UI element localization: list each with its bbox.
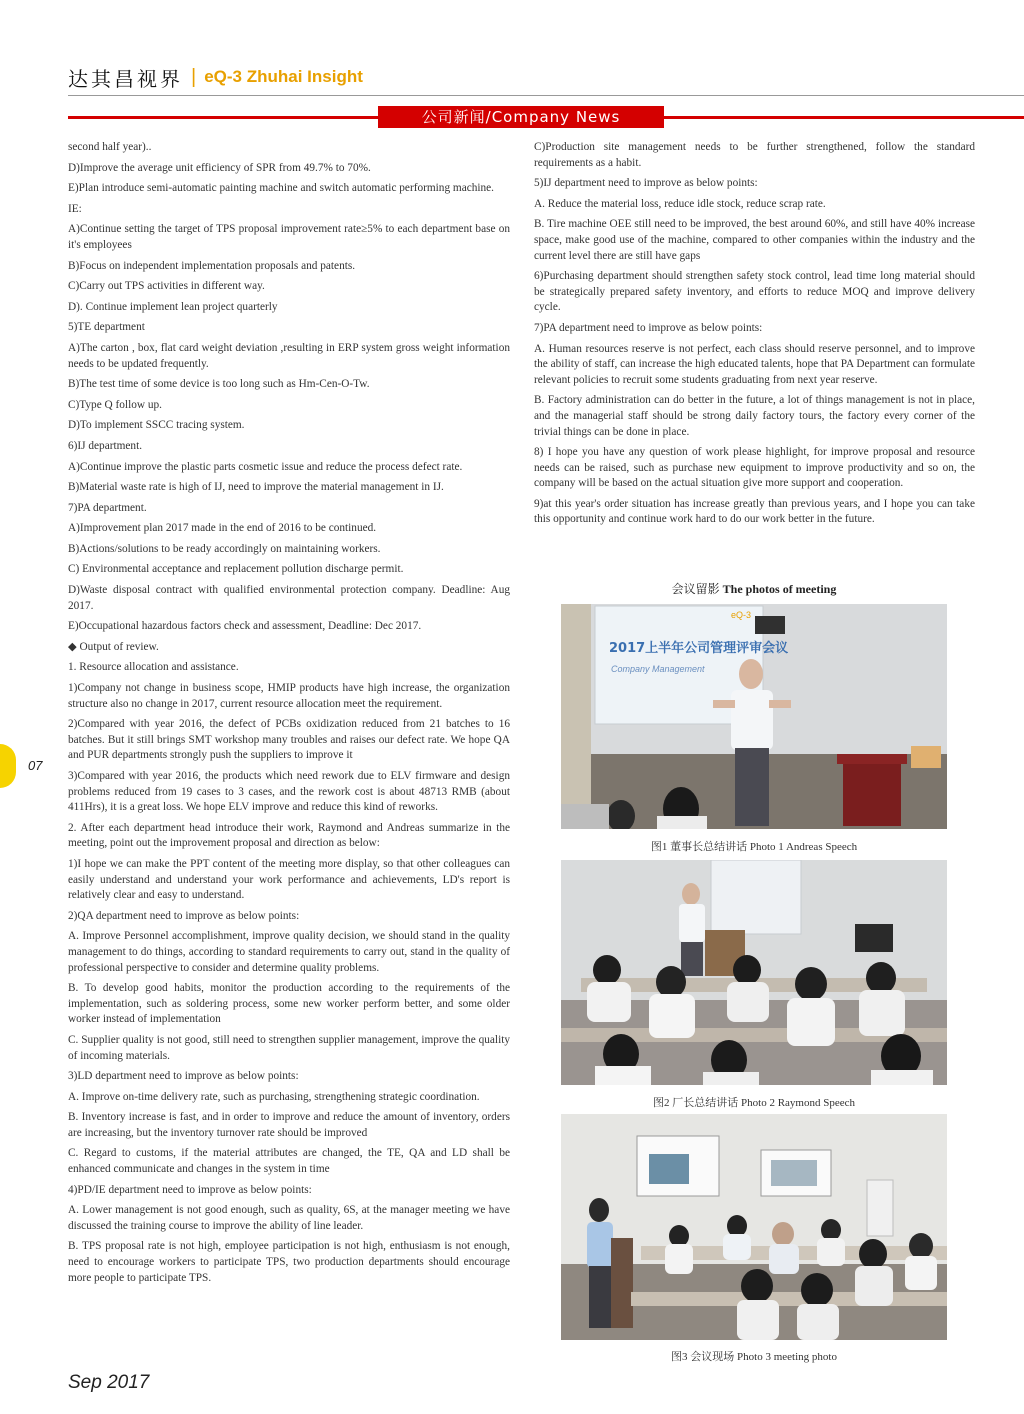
paragraph: 6)Purchasing department should strengthen safety stock control, lead time long material should be strategically prepared safety inventory, and efforts to reduce MOQ and improve delivery cycle. (534, 270, 975, 314)
paragraph: 6)IJ department. (68, 439, 143, 452)
paragraph: C) Environmental acceptance and replacement pollution discharge permit. (68, 563, 404, 576)
section-label: 公司新闻/Company News (378, 106, 664, 128)
paragraph: 3)Compared with year 2016, the products which need rework due to ELV firmware and design problems reduced from 19 cases to 3 cases, and the rework cost is about 48713 RMB (about 411Hrs), it is a great loss. We hope ELV improve and reduce this kind of reworks. (68, 770, 510, 814)
paragraph: 2. After each department head introduce their work, Raymond and Andreas summarize in the meeting, point out the improvement proposal and direction as below: (68, 821, 510, 850)
paragraph: B. TPS proposal rate is not high, employee participation is not high, enthusiasm is not enough, need to encourage workers to participate TPS, two production departments should encourage more people to participate TPS. (68, 1240, 510, 1284)
slide-logo: eQ-3 (731, 610, 752, 620)
paragraph: B. Tire machine OEE still need to be improved, the best around 60%, and still have 40% increase space, make good use of the machine, compared to other companies within the industry and the current level there are still have gaps (534, 218, 975, 262)
photo2-caption: 图2 厂长总结讲话 Photo 2 Raymond Speech (653, 1097, 855, 1109)
paragraph: 1)Company not change in business scope, HMIP products have high increase, the organization structure also no change in 2017, current resource allocation meet the requirement. (68, 682, 510, 710)
paragraph: C)Production site management needs to be further strengthened, follow the standard requirements as a habit. (534, 141, 975, 169)
slide-subtitle: Company Management (611, 664, 705, 674)
paragraph: 4)PD/IE department need to improve as below points: (68, 1183, 312, 1196)
right-column (534, 140, 975, 533)
header-rule (68, 95, 1024, 96)
page-tab (0, 744, 16, 788)
paragraph: B)Material waste rate is high of IJ, need to improve the material management in IJ. (68, 481, 444, 494)
paragraph: 1. Resource allocation and assistance. (68, 661, 239, 674)
photo3-caption: 图3 会议现场 Photo 3 meeting photo (671, 1351, 837, 1363)
paragraph: 3)LD department need to improve as below points: (68, 1070, 299, 1083)
left-column (68, 140, 510, 1291)
paragraph: 8) I hope you have any question of work please highlight, for improve proposal and resource needs can be raised, such as purchase new equipment to improve productivity and so on, the company will be based on the actual situation give more support and cooperation. (534, 446, 975, 490)
photos-heading-en: The photos of meeting (722, 582, 837, 596)
paragraph: B. Factory administration can do better in the future, a lot of things management is not in place, and the managerial staff should be strong daily factory tours, the factory every corner of the trivial things can be done in place. (534, 394, 975, 438)
paragraph: 2)QA department need to improve as below points: (68, 909, 300, 922)
paragraph: A)Continue improve the plastic parts cosmetic issue and reduce the process defect rate. (68, 460, 463, 473)
photos-heading-cn: 会议留影 (671, 582, 720, 596)
photo-raymond-speech (561, 860, 947, 1085)
paragraph: C)Type Q follow up. (68, 398, 162, 411)
paragraph: B. To develop good habits, monitor the production according to the requirements of the implementation, such as soldering process, some new worker perform better, and some older worker instead of implementation (68, 982, 510, 1026)
paragraph: second half year).. (68, 141, 152, 153)
paragraph: ◆ Output of review. (68, 640, 159, 653)
paragraph: A)The carton , box, flat card weight deviation ,resulting in ERP system gross weight information needs to be updated frequently. (68, 341, 510, 370)
paragraph: C)Carry out TPS activities in different way. (68, 280, 265, 293)
paragraph: 9)at this year's order situation has increase greatly than previous years, and I hope you can take this opportunity and continue work hard to do our work better in the future. (534, 497, 975, 526)
paragraph: A. Reduce the material loss, reduce idle stock, reduce scrap rate. (534, 197, 826, 210)
magazine-title-en: eQ-3 Zhuhai Insight (204, 67, 363, 86)
paragraph: E)Plan introduce semi-automatic painting machine and switch automatic performing machine. (68, 182, 495, 195)
paragraph: B)Focus on independent implementation proposals and patents. (68, 259, 356, 272)
paragraph: A. Improve Personnel accomplishment, improve quality decision, we should stand in the quality management to do things, according to standard requirements to carry out, stand in the quality of professional perspective to consider and determine quality problems. (68, 930, 510, 974)
paragraph: C. Supplier quality is not good, still need to strengthen supplier management, improve the quality of incoming materials. (68, 1033, 510, 1062)
title-separator: | (191, 65, 197, 88)
magazine-header (68, 62, 363, 92)
paragraph: B. Inventory increase is fast, and in order to improve and reduce the amount of inventory, orders are increasing, but the inventory turnover rate should be improved (68, 1111, 510, 1139)
photos-heading (561, 580, 947, 597)
paragraph: B)Actions/solutions to be ready accordingly on maintaining workers. (68, 542, 381, 555)
paragraph: IE: (68, 202, 82, 215)
paragraph: 1)I hope we can make the PPT content of the meeting more display, so that other colleagues can easily understand and understand your work performance and achievements, LD's report is relatively clear and easy to understand. (68, 857, 510, 902)
paragraph: A)Improvement plan 2017 made in the end of 2016 to be continued. (68, 522, 377, 535)
paragraph: A)Continue setting the target of TPS proposal improvement rate≥5% to each department base on it's employees (68, 223, 510, 251)
paragraph: 5)IJ department need to improve as below points: (534, 177, 758, 190)
paragraph: 7)PA department need to improve as below points: (534, 321, 763, 334)
photo-meeting-room (561, 1114, 947, 1340)
slide-title: 2017上半年公司管理评审会议 (609, 641, 789, 656)
paragraph: A. Improve on-time delivery rate, such as purchasing, strengthening strategic coordination. (68, 1090, 480, 1103)
paragraph: 5)TE department (68, 321, 145, 334)
photo-andreas-speech (561, 604, 947, 829)
photo1-caption: 图1 董事长总结讲话 Photo 1 Andreas Speech (650, 841, 858, 853)
paragraph: 7)PA department. (68, 501, 147, 514)
paragraph: E)Occupational hazardous factors check and assessment, Deadline: Dec 2017. (68, 620, 422, 633)
page-number: 07 (28, 758, 43, 773)
paragraph: D). Continue implement lean project quarterly (68, 300, 278, 313)
paragraph: A. Human resources reserve is not perfect, each class should reserve personnel, and to improve the ability of staff, can increase the high educated talents, hope that PA Department can formulate relevant policies to recruit some students graduating from next year reserve. (534, 342, 975, 386)
magazine-title-cn: 达其昌视界 (68, 66, 183, 91)
paragraph: C. Regard to customs, if the material attributes are changed, the TE, QA and LD shall be enhanced communicate and changes in the system in time (68, 1147, 510, 1176)
issue-date: Sep 2017 (68, 1372, 150, 1393)
paragraph: 2)Compared with year 2016, the defect of PCBs oxidization reduced from 21 batches to 16 batches. But it still brings SMT workshop many troubles and raises our defect rate. We hope QA and PUR departments strongly push the suppliers to improve it (68, 718, 510, 762)
paragraph: B)The test time of some device is too long such as Hm-Cen-O-Tw. (68, 378, 370, 391)
paragraph: D)Improve the average unit efficiency of SPR from 49.7% to 70%. (68, 161, 371, 174)
paragraph: D)To implement SSCC tracing system. (68, 419, 245, 432)
paragraph: A. Lower management is not good enough, such as quality, 6S, at the manager meeting we have discussed the training course to improve the ability of line leader. (68, 1204, 510, 1232)
paragraph: D)Waste disposal contract with qualified environmental protection company. Deadline: Aug 2017. (68, 584, 510, 612)
